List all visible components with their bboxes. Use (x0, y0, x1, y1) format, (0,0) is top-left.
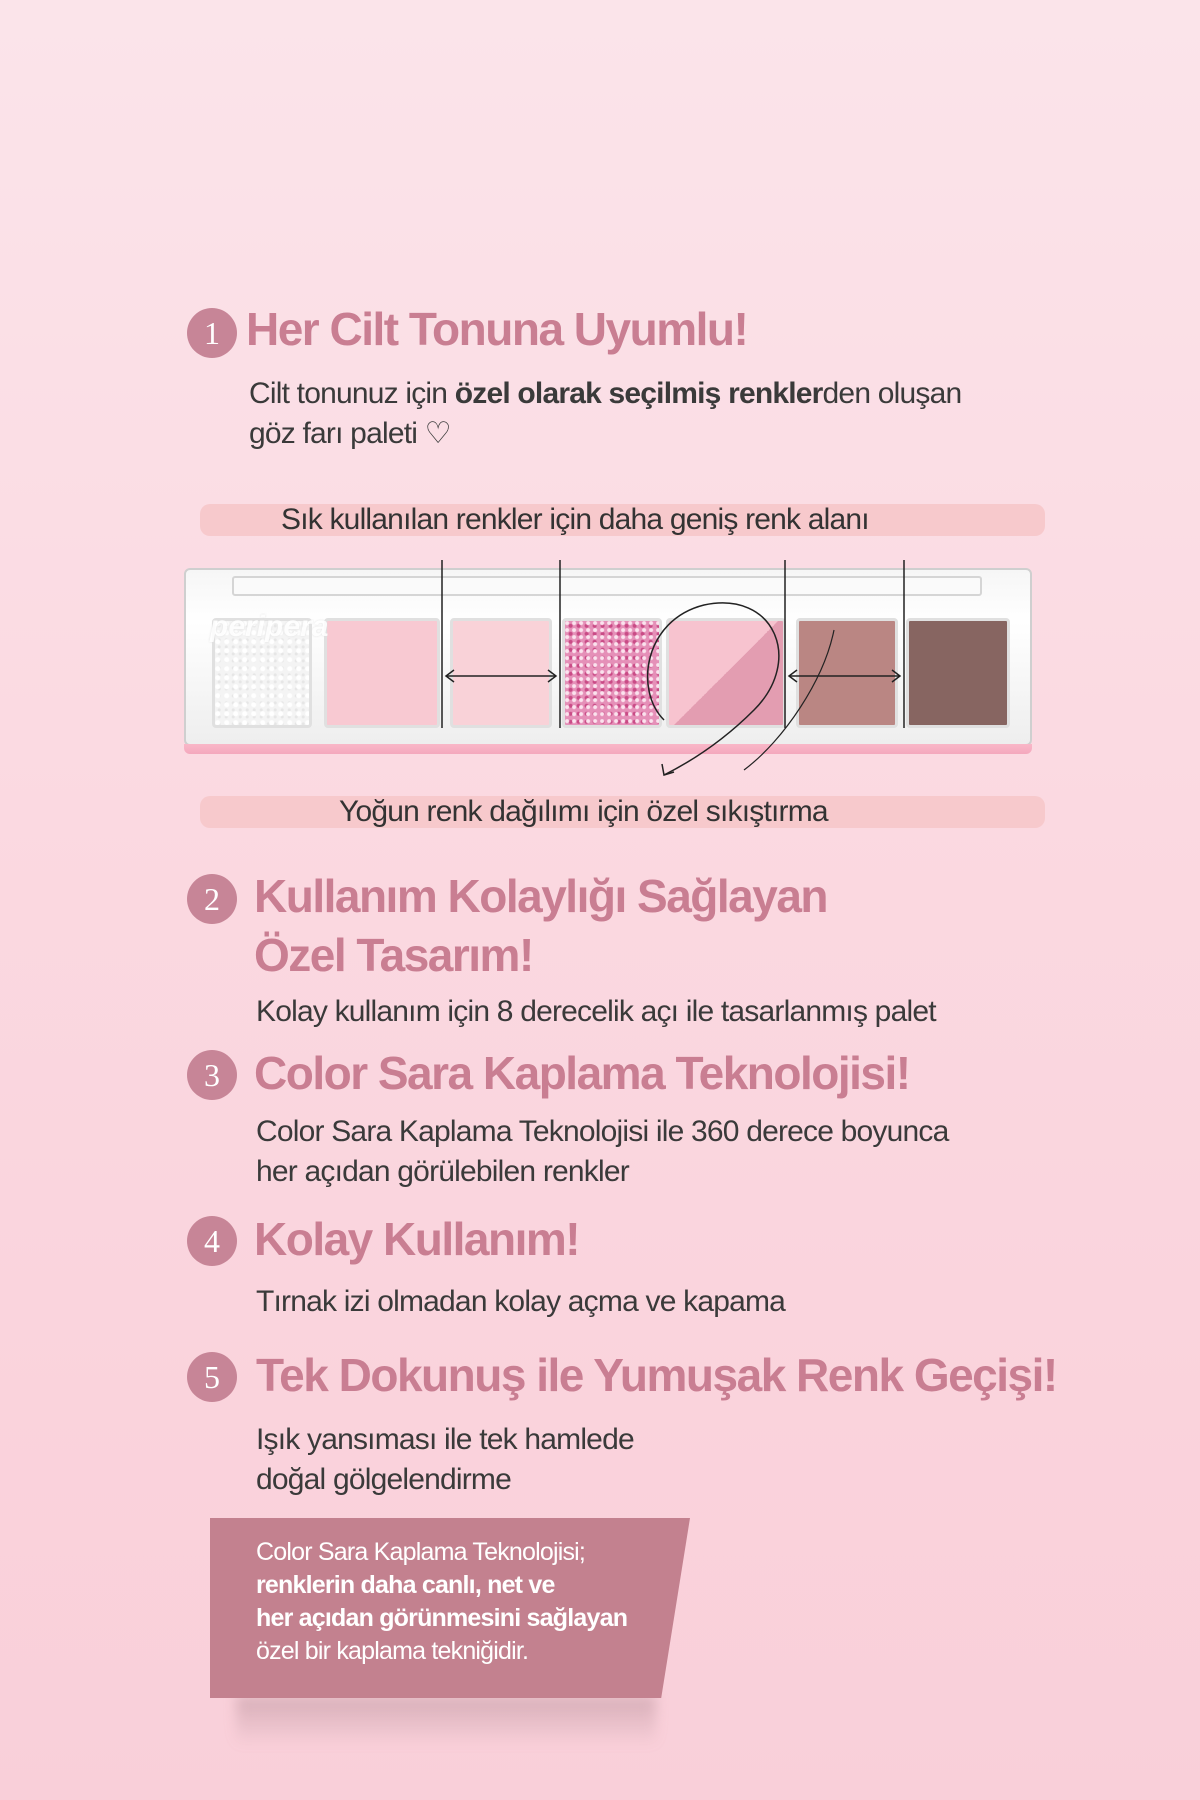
section-5-description-line2: doğal gölgelendirme (256, 1463, 511, 1496)
step-4-badge: 4 (187, 1216, 237, 1266)
section-4-title: Kolay Kullanım! (254, 1213, 580, 1265)
step-2-badge: 2 (187, 874, 237, 924)
step-3-badge: 3 (187, 1050, 237, 1100)
section-3-description-line2: her açıdan görülebilen renkler (256, 1155, 629, 1188)
section-2-title-line1: Kullanım Kolaylığı Sağlayan (254, 870, 827, 922)
note-box-shadow (236, 1696, 656, 1746)
palette-top-label: Sık kullanılan renkler için daha geniş renk alanı (281, 503, 869, 536)
note-line-1: Color Sara Kaplama Teknolojisi; (256, 1538, 586, 1566)
note-line-4: özel bir kaplama tekniğidir. (256, 1637, 529, 1665)
palette-bottom-label: Yoğun renk dağılımı için özel sıkıştırma (339, 795, 828, 828)
section-1-desc-part1: Cilt tonunuz için (249, 377, 455, 410)
brand-logo: peripera (210, 610, 329, 643)
section-5-title: Tek Dokunuş ile Yumuşak Renk Geçişi! (256, 1349, 1057, 1401)
step-1-badge: 1 (187, 308, 237, 358)
section-5-description-line1: Işık yansıması ile tek hamlede (256, 1423, 634, 1456)
step-5-badge: 5 (187, 1352, 237, 1402)
note-line-3: her açıdan görünmesini sağlayan (256, 1604, 628, 1632)
section-1-title: Her Cilt Tonuna Uyumlu! (246, 303, 748, 355)
section-1-desc-bold: özel olarak seçilmiş renkler (454, 377, 823, 410)
section-2-title-line2: Özel Tasarım! (254, 929, 533, 981)
section-2-description: Kolay kullanım için 8 derecelik açı ile tasarlanmış palet (256, 995, 936, 1028)
section-3-title: Color Sara Kaplama Teknolojisi! (254, 1047, 910, 1099)
note-line-2: renklerin daha canlı, net ve (256, 1571, 555, 1599)
section-4-description: Tırnak izi olmadan kolay açma ve kapama (256, 1285, 786, 1318)
eyeshadow-palette (184, 568, 1032, 754)
section-1-description-line2: göz farı paleti ♡ (249, 417, 451, 450)
section-1-desc-part2: den oluşan (822, 377, 962, 410)
annotation-lines (184, 560, 1032, 790)
section-1-description (249, 374, 961, 414)
section-3-description-line1: Color Sara Kaplama Teknolojisi ile 360 derece boyunca (256, 1115, 949, 1148)
